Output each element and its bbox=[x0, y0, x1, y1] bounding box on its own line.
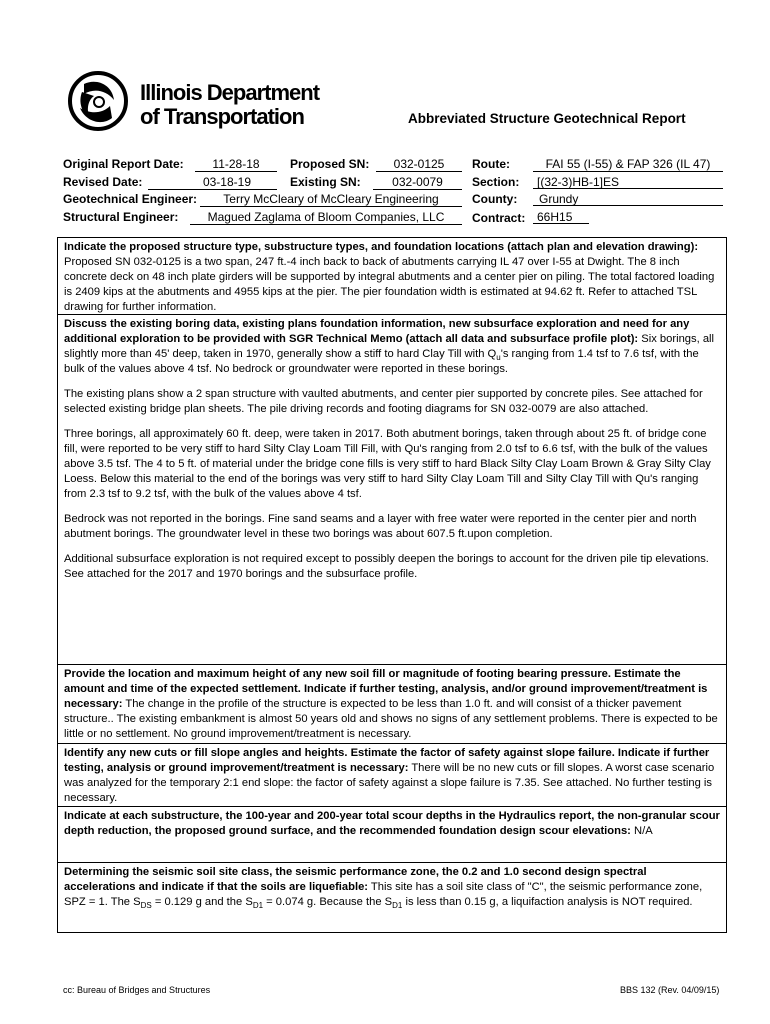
section-heading: Indicate at each substructure, the 100-year and 200-year total scour depths in the Hydraulics report, the non-granular scour depth reduction, the proposed ground surface, and the recommended foundation design scour elevations: bbox=[64, 810, 720, 837]
existing-sn-value: 032-0079 bbox=[373, 175, 462, 190]
section-heading: Provide the location and maximum height of any new soil fill or magnitude of footing bearing pressure. Estimate the amount and time of the expected settlement. Indicate if further testing, analysis, and/or ground improvement/treatment is necessary: bbox=[64, 668, 708, 710]
section-seismic bbox=[58, 862, 726, 932]
section-body: is less than 0.15 g, a liquifaction analysis is NOT required. bbox=[402, 896, 693, 908]
section-body: = 0.129 g and the S bbox=[151, 896, 253, 908]
original-report-date-label: Original Report Date: bbox=[63, 157, 184, 171]
footer-cc: cc: Bureau of Bridges and Structures bbox=[63, 985, 211, 995]
existing-sn-label: Existing SN: bbox=[290, 175, 361, 189]
section-heading: Determining the seismic soil site class, the seismic performance zone, the 0.2 and 1.0 second design spectral accelerations and indicate if that the soils are liquefiable: bbox=[64, 866, 647, 893]
section-body: There will be no new cuts or fill slopes. A worst case scenario was analyzed for the temporary 2:1 end slope: the factor of safety against a slope failure is 7.35. See attached. No further testing is necessary. bbox=[64, 762, 715, 804]
report-title: Abbreviated Structure Geotechnical Report bbox=[408, 111, 686, 126]
org-name-line1: Illinois Department bbox=[140, 80, 320, 105]
structural-engineer-label: Structural Engineer: bbox=[63, 210, 179, 224]
section-heading: Indicate the proposed structure type, substructure types, and foundation locations (attach plan and elevation drawing): bbox=[64, 241, 699, 253]
revised-date-value bbox=[148, 175, 277, 190]
structural-engineer-value: Magued Zaglama of Bloom Companies, LLC bbox=[190, 210, 462, 225]
section-proposed-structure bbox=[58, 238, 726, 314]
section-existing-boring-para4: Bedrock was not reported in the borings. Fine sand seams and a layer with free water were reported in the center pier and north abutment borings. The groundwater level in these two borings was about 607.5 ft.upon completion. bbox=[64, 513, 697, 540]
contract-value: 66H15 bbox=[533, 210, 589, 224]
section-body: This site has a soil site class of "C", the seismic performance zone, SPZ = 1. The S bbox=[64, 881, 703, 908]
section-existing-boring-para3: Three borings, all approximately 60 ft. deep, were taken in 2017. Both abutment borings, taken through about 25 ft. of bridge cone fill, were reported to be very stiff to hard Silty Clay Loam Till Fill, with Qu's ranging from 2.0 tsf to 6.6 tsf, with the bulk of the values above 3.5 tsf. The 4 to 5 ft. of material under the bridge cone fills is very stiff to hard Black Silty Clay Loam Brown & Gray Silty Clay Loess. Below this material to the end of the borings was very stiff to hard Silty Clay Loam Till and Silty Clay Till with Qu's ranging from 2.3 tsf to 9.2 tsf, with the bulk of the values above 4 tsf. bbox=[64, 428, 711, 500]
footer-form-number: BBS 132 (Rev. 04/09/15) bbox=[620, 985, 720, 995]
section-existing-boring-para5: Additional subsurface exploration is not required except to possibly deepen the borings to account for the driven pile tip elevations. See attached for the 2017 and 1970 borings and the subsurface profile. bbox=[64, 553, 709, 580]
section-label: Section: bbox=[472, 175, 520, 189]
section-value: [(32-3)HB-1]ES bbox=[533, 175, 723, 189]
proposed-sn-value: 032-0125 bbox=[376, 157, 462, 172]
section-slope-text bbox=[64, 746, 721, 806]
geotech-engineer-value: Terry McCleary of McCleary Engineering bbox=[200, 192, 462, 207]
section-existing-boring-para2: The existing plans show a 2 span structure with vaulted abutments, and center pier supported by concrete piles. See attached for selected existing bridge plan sheets. The pile driving records and footing diagrams for SN 032-0079 are also attached. bbox=[64, 388, 703, 415]
idot-logo bbox=[66, 70, 326, 132]
section-new-fill-settlement bbox=[58, 664, 726, 743]
original-report-date-value: 11-28-18 bbox=[195, 157, 277, 172]
report-sections bbox=[57, 237, 727, 933]
section-seismic-text bbox=[64, 865, 721, 910]
section-proposed-structure-text bbox=[64, 240, 721, 315]
section-body: The change in the profile of the structure is expected to be less than 1.0 ft. and will consist of a thicker pavement structure.. The existing embankment is almost 50 years old and shows no signs of any settlement problems. There is expected to be little or no settlement. No ground improvement/treatment is necessary. bbox=[64, 698, 718, 740]
section-slope-stability bbox=[58, 743, 726, 806]
geotech-engineer-label: Geotechnical Engineer: bbox=[63, 192, 198, 206]
section-body: 's ranging from 1.4 tsf to 7.6 tsf, with the bulk of the values above 4 tsf. No bedrock or groundwater were reported in these borings. bbox=[64, 348, 699, 375]
county-value: Grundy bbox=[533, 192, 723, 206]
section-body: Proposed SN 032-0125 is a two span, 247 ft.-4 inch back to back of abutments carrying IL 47 over I-55 at Dwight. The 8 inch concrete deck on 48 inch plate girders will be supported by integral abutments and a center pier on piling. The total factored loading is 2409 kips at the abutments and 4955 kips at the pier. The pier foundation width is estimated at 94.62 ft. Refer to attached TSL drawing for further information. bbox=[64, 256, 715, 313]
contract-label: Contract: bbox=[472, 211, 526, 225]
section-body: N/A bbox=[630, 825, 653, 837]
subscript: D1 bbox=[252, 901, 264, 911]
route-label: Route: bbox=[472, 157, 510, 171]
subscript: DS bbox=[140, 901, 152, 911]
proposed-sn-label: Proposed SN: bbox=[290, 157, 370, 171]
section-scour-text bbox=[64, 809, 721, 839]
section-existing-boring-para1 bbox=[64, 317, 721, 377]
section-heading: Identify any new cuts or fill slope angles and heights. Estimate the factor of safety against slope failure. Indicate if further testing, analysis or ground improvement/treatment is necessary: bbox=[64, 747, 710, 774]
revised-date-label: Revised Date: bbox=[63, 175, 143, 189]
section-scour bbox=[58, 806, 726, 862]
subscript: u bbox=[496, 353, 501, 363]
subscript: D1 bbox=[392, 901, 403, 911]
revised-date-text: 03-18-19 bbox=[202, 175, 251, 189]
section-heading: Discuss the existing boring data, existing plans foundation information, new subsurface exploration and need for any additional exploration to be provided with SGR Technical Memo (attach all data and subsurface profile plot): bbox=[64, 318, 690, 345]
section-existing-boring-data bbox=[58, 314, 726, 664]
org-name-line2: of Transportation bbox=[140, 104, 304, 129]
idot-logo-icon bbox=[66, 70, 130, 132]
section-body: Six borings, all slightly more than 45' deep, taken in 1970, generally show a stiff to hard Clay Till with Q bbox=[64, 333, 715, 360]
section-body: = 0.074 g. Because the S bbox=[263, 896, 393, 908]
county-label: County: bbox=[472, 192, 518, 206]
route-value: FAI 55 (I-55) & FAP 326 (IL 47) bbox=[533, 157, 723, 172]
section-new-fill-text bbox=[64, 667, 721, 742]
